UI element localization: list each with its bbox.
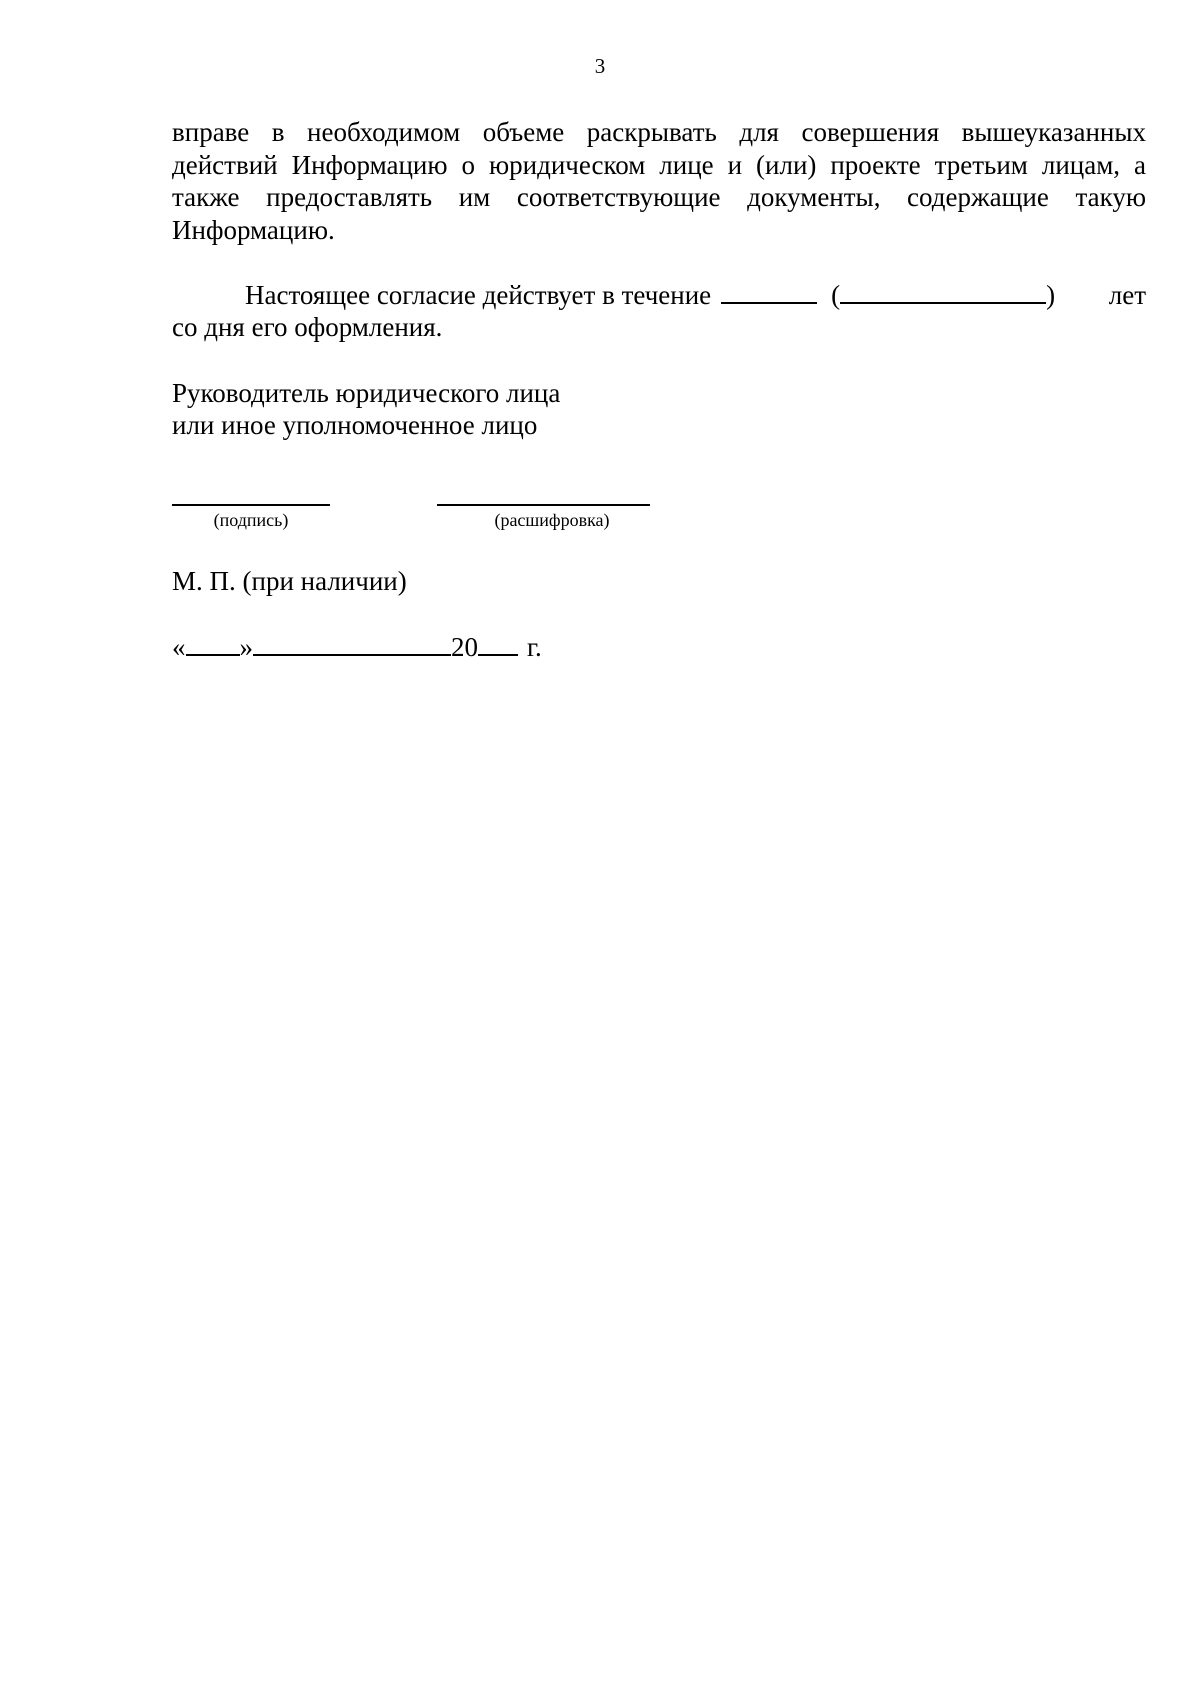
signature-caption: (подпись) (213, 510, 289, 530)
date-close-quote: » (239, 632, 253, 662)
date-open-quote: « (172, 632, 186, 662)
body-paragraph: вправе в необходимом объеме раскрывать для совершения вышеуказанных действий Информацию о юридическом лице и (или) проекте третьим лицам, а также предоставлять им соответствующие документы, содержащие такую Информацию. (172, 117, 1146, 245)
day-blank (186, 632, 240, 656)
month-blank (253, 632, 451, 656)
transcript-line (437, 504, 650, 506)
consent-duration-line-2: со дня его оформления. (172, 312, 443, 342)
year-blank (478, 632, 518, 656)
year-prefix: 20 (451, 632, 478, 662)
consent-duration-line (172, 279, 1146, 312)
open-paren: ( (831, 280, 841, 310)
date-line (172, 631, 542, 664)
years-suffix: лет (1108, 280, 1146, 310)
signatory-title-line-2: или иное уполномоченное лицо (172, 410, 538, 440)
year-suffix: г. (527, 632, 542, 662)
signature-line (172, 504, 330, 506)
close-paren: ) (1046, 280, 1056, 310)
years-words-blank (840, 280, 1046, 304)
consent-prefix: Настоящее согласие действует в течение (245, 280, 712, 310)
years-number-blank (721, 280, 817, 304)
page-number: 3 (594, 54, 606, 78)
signatory-title-line-1: Руководитель юридического лица (172, 378, 561, 408)
transcript-caption: (расшифровка) (494, 510, 610, 530)
seal-label: М. П. (при наличии) (172, 566, 407, 596)
